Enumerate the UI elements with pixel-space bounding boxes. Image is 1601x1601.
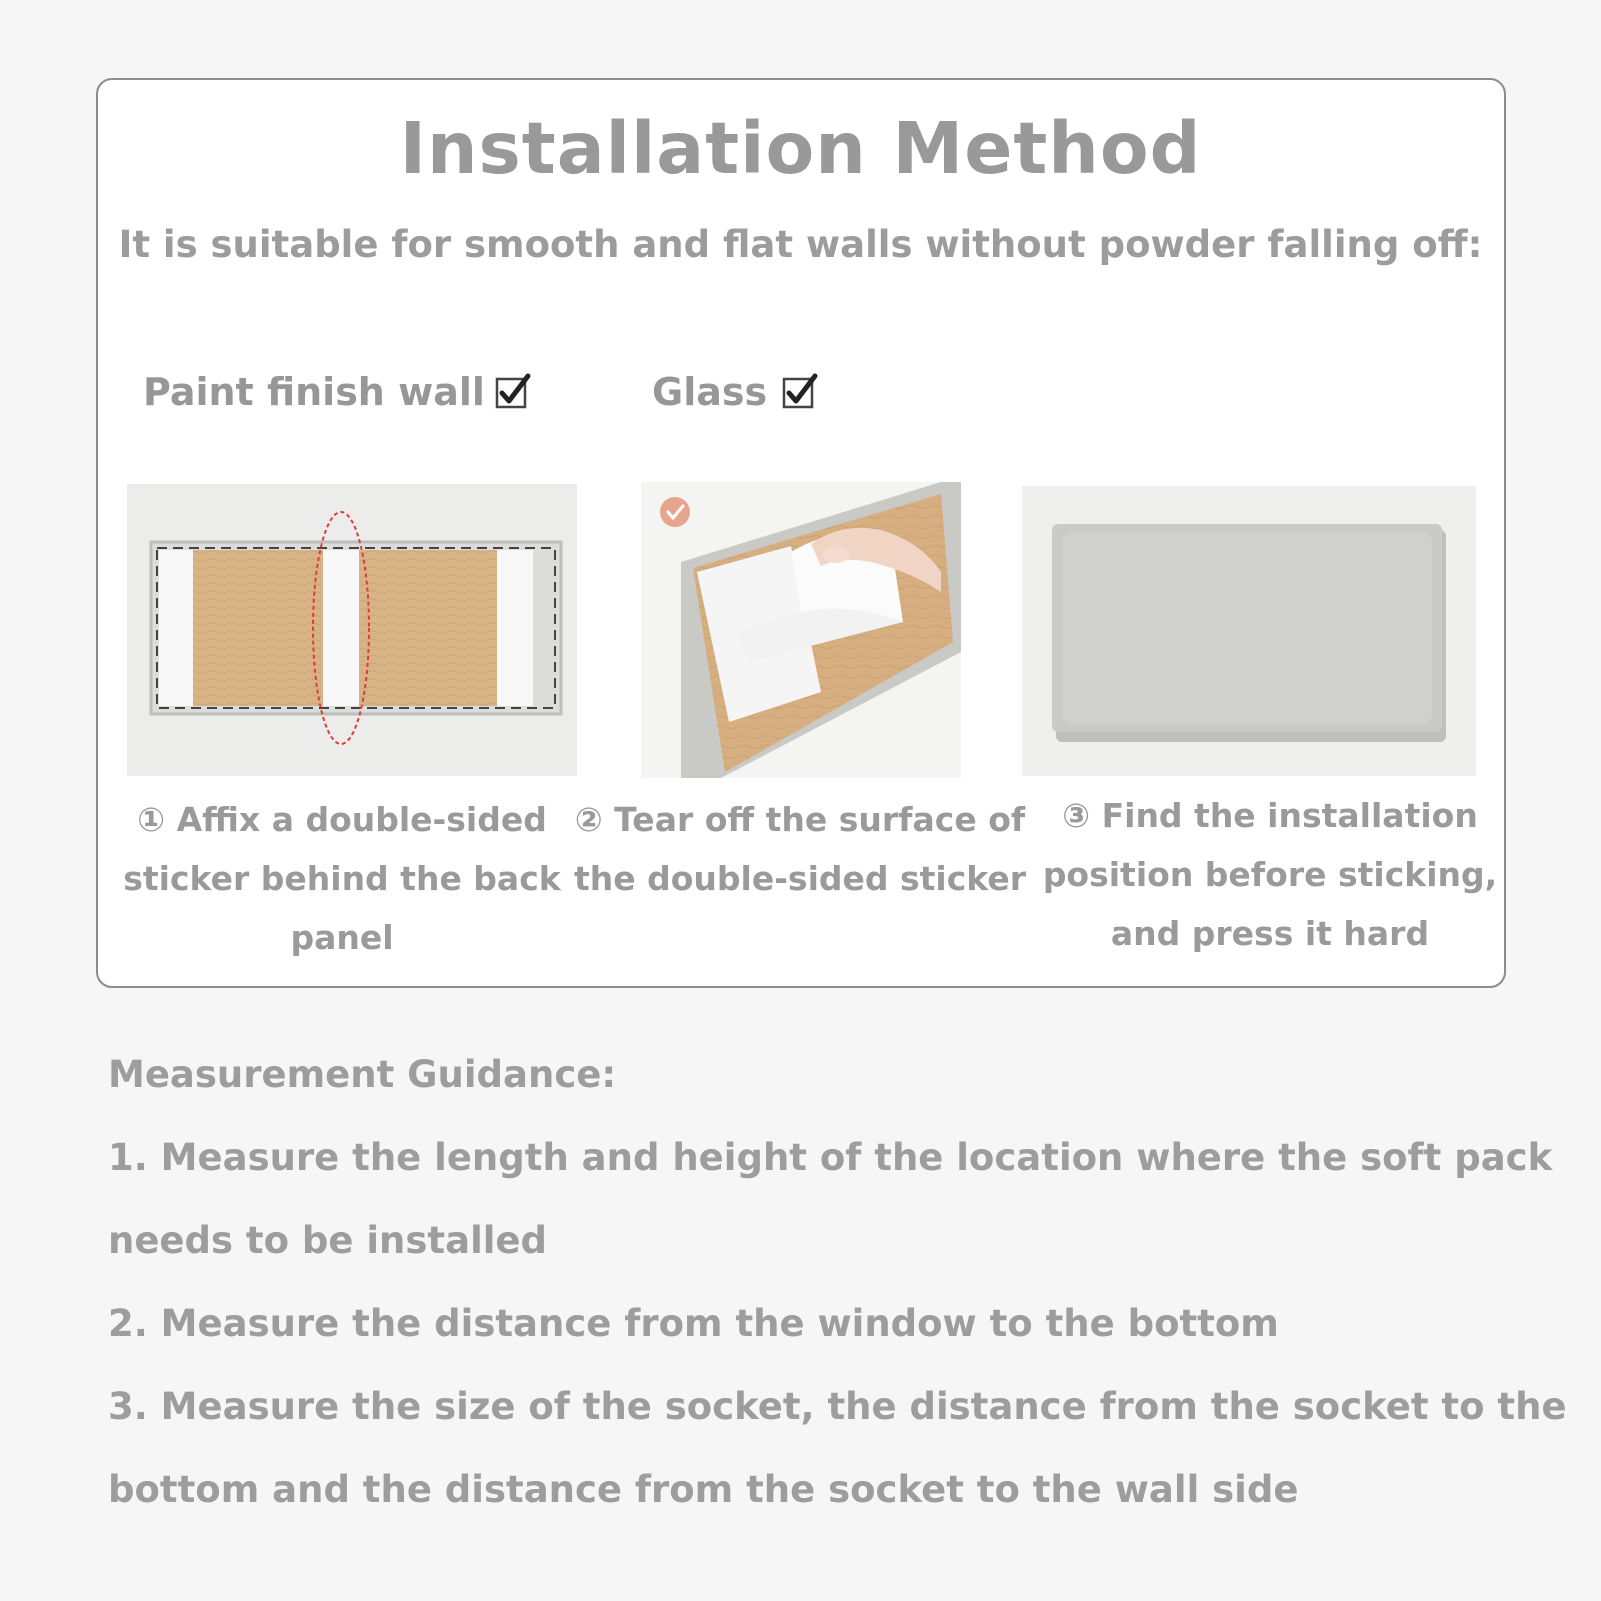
- page-title: Installation Method: [399, 107, 1202, 190]
- surface-label-glass: Glass: [652, 370, 768, 414]
- caption-line: sticker behind the back: [123, 859, 561, 898]
- step-2-photo: [641, 482, 961, 778]
- caption-line: and press it hard: [1110, 914, 1430, 953]
- guidance-line: 2. Measure the distance from the window to the bottom: [108, 1302, 1279, 1345]
- guidance-heading: Measurement Guidance:: [108, 1053, 617, 1096]
- caption-line: ② Tear off the surface of: [574, 800, 1026, 839]
- step-1-photo: [127, 484, 577, 776]
- guidance-line: bottom and the distance from the socket to the wall side: [108, 1468, 1299, 1511]
- checkbox-checked-icon: [782, 373, 818, 409]
- guidance-line: needs to be installed: [108, 1219, 548, 1262]
- surface-label-paint: Paint finish wall: [143, 370, 485, 414]
- step-1-caption: [122, 790, 562, 967]
- guidance-line: 1. Measure the length and height of the location where the soft pack: [108, 1136, 1553, 1179]
- caption-line: ① Affix a double-sided: [137, 800, 547, 839]
- step-3-photo: [1022, 486, 1476, 776]
- guidance-line: 3. Measure the size of the socket, the distance from the socket to the: [108, 1385, 1567, 1428]
- page-subtitle: It is suitable for smooth and flat walls without powder falling off:: [118, 223, 1483, 266]
- step-3-caption: [1040, 786, 1500, 963]
- caption-line: position before sticking,: [1042, 855, 1498, 894]
- caption-line: the double-sided sticker: [573, 859, 1026, 898]
- caption-line: ③ Find the installation: [1062, 796, 1478, 835]
- checkbox-checked-icon: [495, 373, 531, 409]
- caption-line: panel: [290, 918, 394, 957]
- step-2-caption: [570, 790, 1030, 908]
